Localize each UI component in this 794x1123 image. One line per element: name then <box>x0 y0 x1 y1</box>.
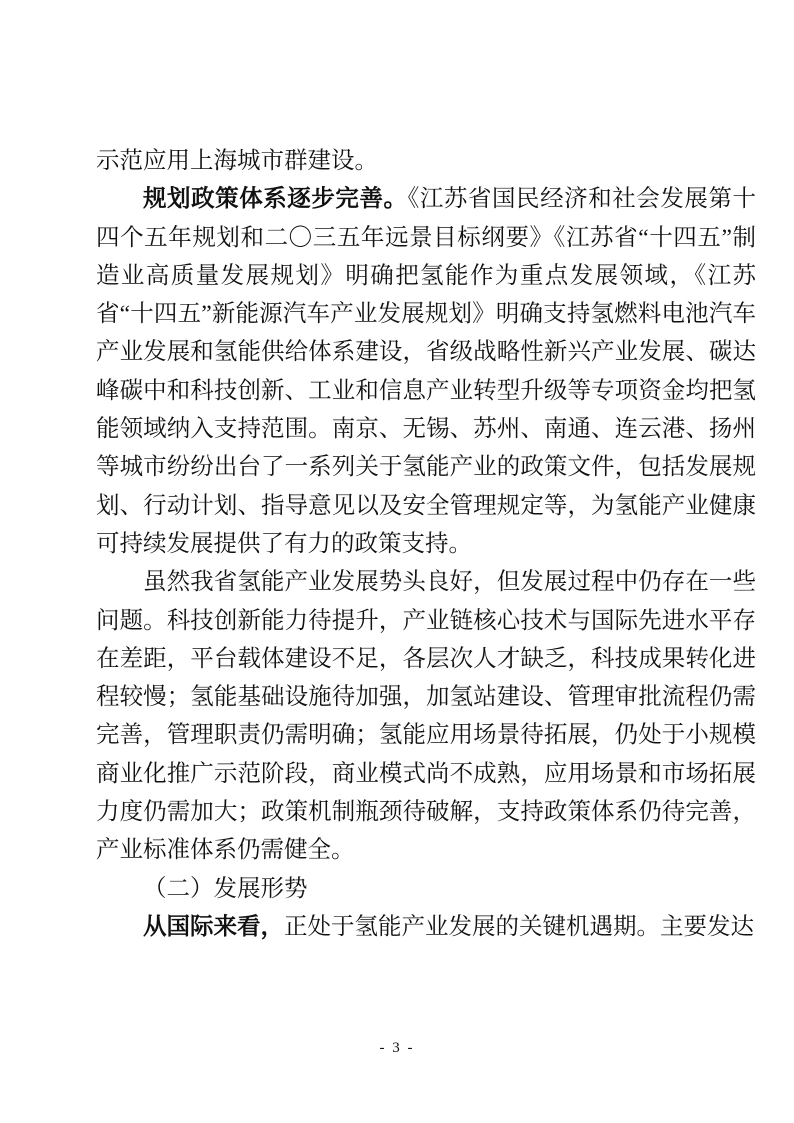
page-number: - 3 - <box>379 1040 415 1056</box>
paragraph-problems <box>96 563 756 869</box>
paragraph-international-outlook-lead: 从国际来看， <box>143 913 284 940</box>
paragraph-continuation-text: 示范应用上海城市群建设。 <box>96 148 378 174</box>
paragraph-planning-policy-text: 《江苏省国民经济和社会发展第十四个五年规划和二〇三五年远景目标纲要》《江苏省“十四五”制造业高质量发展规划》明确把氢能作为重点发展领域，《江苏省“十四五”新能源汽车产业发展规划》明确支持氢燃料电池汽车产业发展和氢能供给体系建设，省级战略性新兴产业发展、碳达峰碳中和科技创新、工业和信息产业转型升级等专项资金均把氢能领域纳入支持范围。南京、无锡、苏州、南通、连云港、扬州等城市纷纷出台了一系列关于氢能产业的政策文件，包括发展规划、行动计划、指导意见以及安全管理规定等，为氢能产业健康可持续发展提供了有力的政策支持。 <box>96 186 757 557</box>
paragraph-problems-text: 虽然我省氢能产业发展势头良好，但发展过程中仍存在一些问题。科技创新能力待提升，产业链核心技术与国际先进水平存在差距，平台载体建设不足，各层次人才缺乏，科技成果转化进程较慢；氢能基础设施待加强，加氢站建设、管理审批流程仍需完善，管理职责仍需明确；氢能应用场景待拓展，仍处于小规模商业化推广示范阶段，商业模式尚不成熟，应用场景和市场拓展力度仍需加大；政策机制瓶颈待破解，支持政策体系仍待完善，产业标准体系仍需健全。 <box>96 569 756 864</box>
section-heading-text: （二）发展形势 <box>143 875 308 902</box>
paragraph-international-outlook-text: 正处于氢能产业发展的关键机遇期。主要发达 <box>284 913 754 940</box>
paragraph-continuation <box>96 142 756 180</box>
paragraph-international-outlook <box>96 908 756 946</box>
section-heading-development-situation <box>96 870 756 908</box>
paragraph-planning-policy-lead: 规划政策体系逐步完善。 <box>143 186 408 213</box>
paragraph-planning-policy <box>96 180 756 563</box>
document-body <box>96 142 756 946</box>
